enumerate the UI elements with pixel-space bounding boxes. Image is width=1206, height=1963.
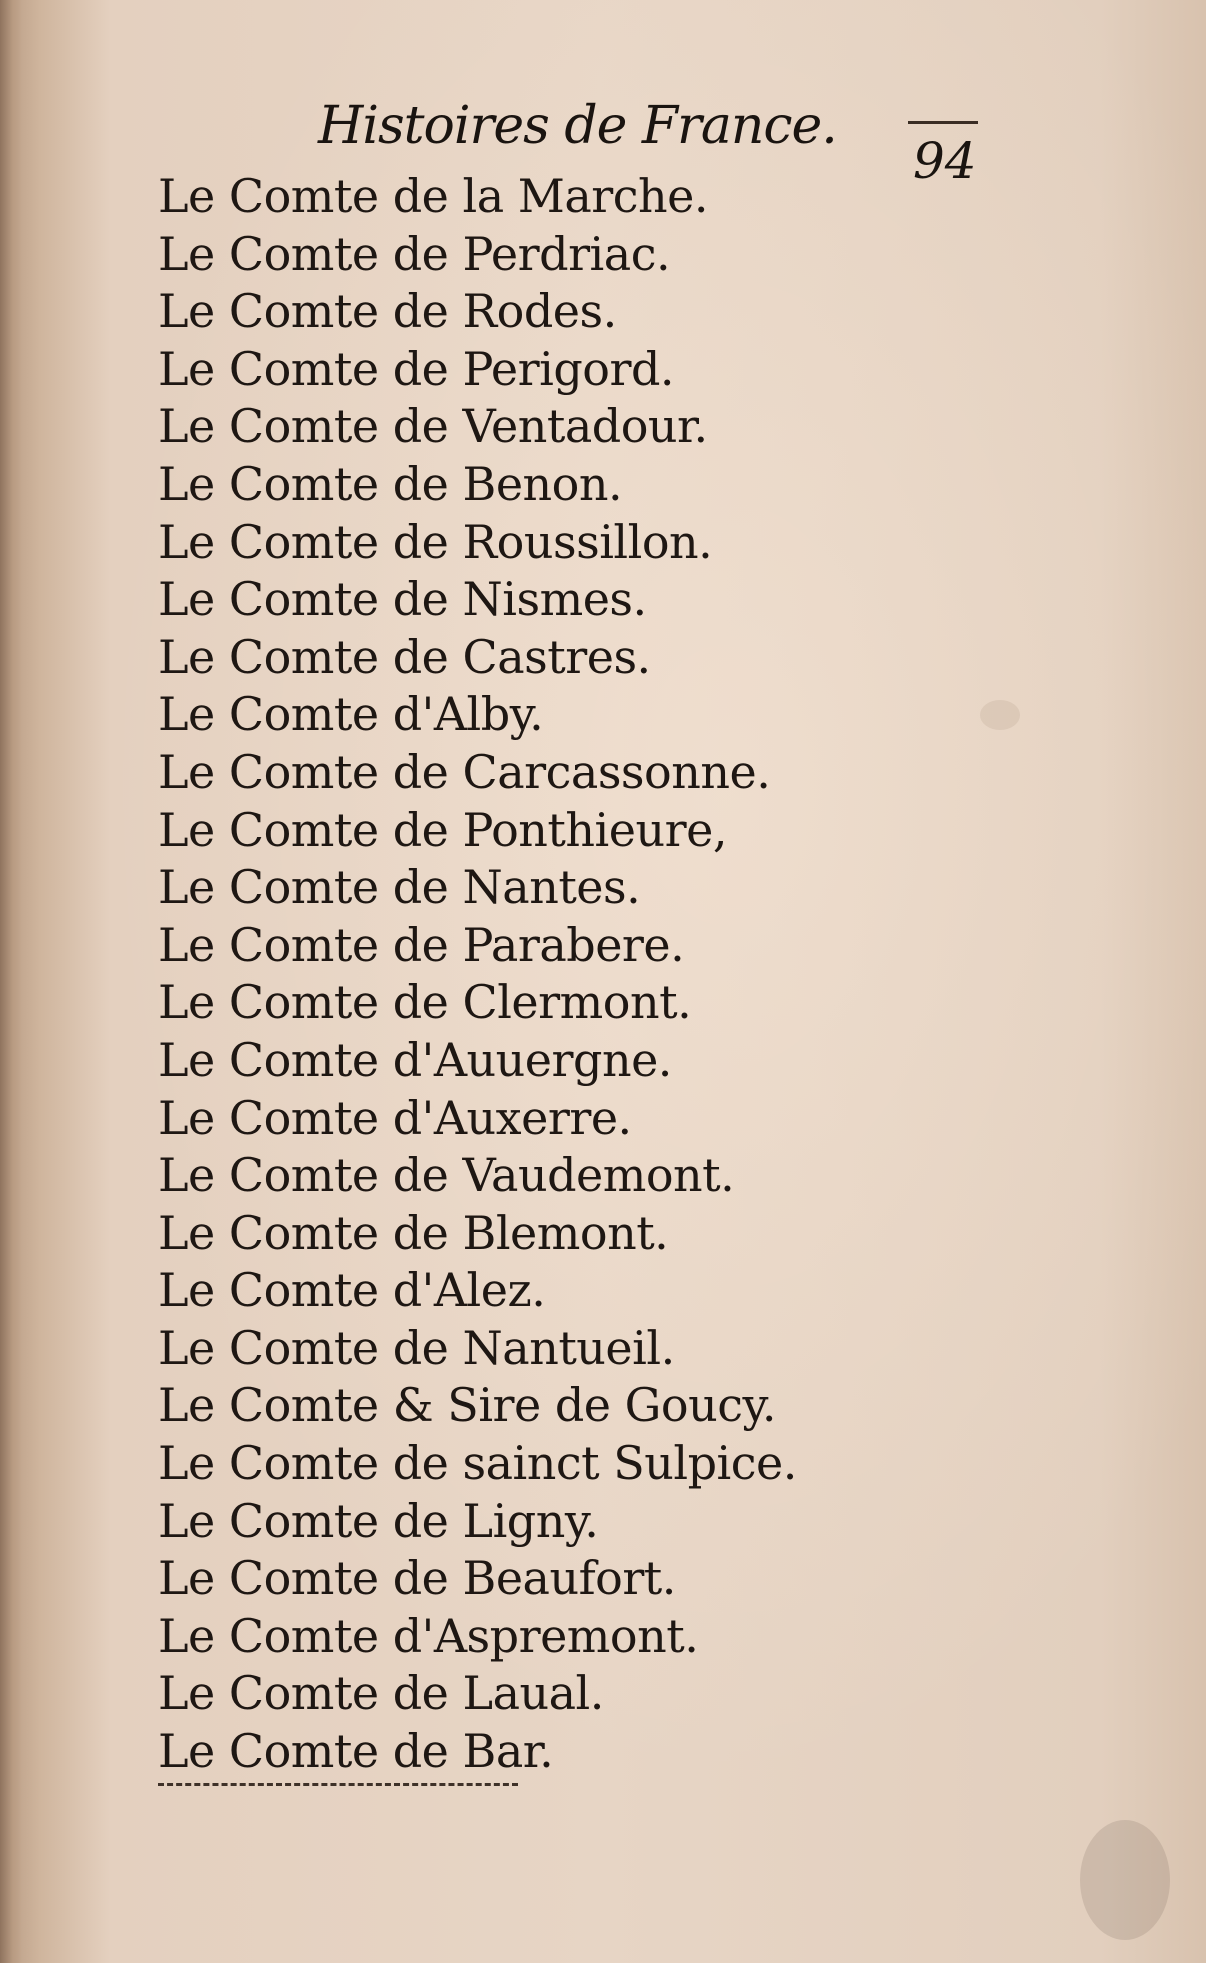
list-item: Le Comte de Benon. <box>158 456 623 511</box>
list-item: Le Comte de Bar. <box>158 1724 554 1779</box>
page-gutter-shadow <box>0 0 22 1963</box>
title-list <box>158 168 797 1781</box>
list-item: Le Comte de Blemont. <box>158 1205 669 1260</box>
running-head: Histoires de France. <box>318 96 837 156</box>
end-rule <box>158 1783 518 1786</box>
list-item: Le Comte de Nantueil. <box>158 1320 675 1375</box>
list-item: Le Comte de Laual. <box>158 1666 604 1721</box>
folio-rule <box>908 121 978 124</box>
list-item: Le Comte de Castres. <box>158 629 651 684</box>
list-item: Le Comte de Ventadour. <box>158 399 708 454</box>
list-item: Le Comte de Nantes. <box>158 860 641 915</box>
list-item: Le Comte de Carcassonne. <box>158 744 771 799</box>
paper-stain <box>1080 1820 1170 1940</box>
list-item: Le Comte de Parabere. <box>158 917 685 972</box>
list-item: Le Comte & Sire de Goucy. <box>158 1378 776 1433</box>
list-item: Le Comte de Beaufort. <box>158 1551 676 1606</box>
list-item: Le Comte de Perigord. <box>158 341 675 396</box>
paper-stain <box>980 700 1020 730</box>
list-item: Le Comte de Perdriac. <box>158 226 671 281</box>
list-item: Le Comte de sainct Sulpice. <box>158 1436 797 1491</box>
list-item: Le Comte de Clermont. <box>158 975 692 1030</box>
list-item: Le Comte d'Auxerre. <box>158 1090 632 1145</box>
list-item: Le Comte d'Auuergne. <box>158 1032 672 1087</box>
page-number: 94 <box>913 132 977 190</box>
list-item: Le Comte de Vaudemont. <box>158 1148 735 1203</box>
list-item: Le Comte de Rodes. <box>158 284 617 339</box>
list-item: Le Comte d'Aspremont. <box>158 1608 699 1663</box>
list-item: Le Comte de Roussillon. <box>158 514 713 569</box>
list-item: Le Comte de Nismes. <box>158 572 647 627</box>
list-item: Le Comte de Ligny. <box>158 1493 599 1548</box>
list-item: Le Comte de Ponthieure, <box>158 802 727 857</box>
list-item: Le Comte d'Alez. <box>158 1263 546 1318</box>
list-item: Le Comte de la Marche. <box>158 169 709 223</box>
list-item: Le Comte d'Alby. <box>158 687 544 742</box>
